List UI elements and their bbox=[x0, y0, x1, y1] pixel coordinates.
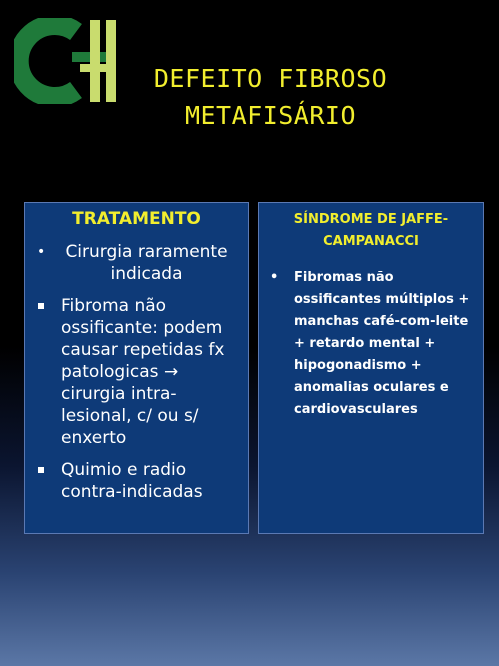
bullet-dot-icon: • bbox=[37, 244, 46, 260]
bullet-square-icon bbox=[38, 303, 44, 309]
syndrome-list bbox=[259, 267, 483, 421]
treatment-list bbox=[25, 241, 248, 503]
list-item: • Fibromas não ossificantes múltiplos + manchas café-com-leite + retardo mental + hipogonadismo + anomalias oculares e cardiovasculares bbox=[259, 267, 483, 421]
treatment-heading: TRATAMENTO bbox=[72, 209, 201, 229]
list-item: Quimio e radio contra-indicadas bbox=[25, 459, 248, 503]
list-item: • Cirurgia raramente indicada bbox=[37, 242, 228, 284]
title-line-1: DEFEITO FIBROSO bbox=[153, 64, 388, 93]
list-item: Fibroma não ossificante: podem causar repetidas fx patologicas → cirurgia intra-lesional, c/ ou s/ enxerto bbox=[25, 295, 248, 449]
title-line-2: METAFISÁRIO bbox=[184, 101, 357, 130]
logo-icon bbox=[14, 18, 120, 104]
treatment-panel bbox=[24, 202, 249, 534]
bullet-dot-icon: • bbox=[270, 270, 279, 285]
syndrome-heading: SÍNDROME DE JAFFE-CAMPANACCI bbox=[293, 212, 449, 249]
syndrome-panel bbox=[258, 202, 484, 534]
slide-title bbox=[118, 60, 423, 134]
bullet-square-icon bbox=[38, 467, 44, 473]
